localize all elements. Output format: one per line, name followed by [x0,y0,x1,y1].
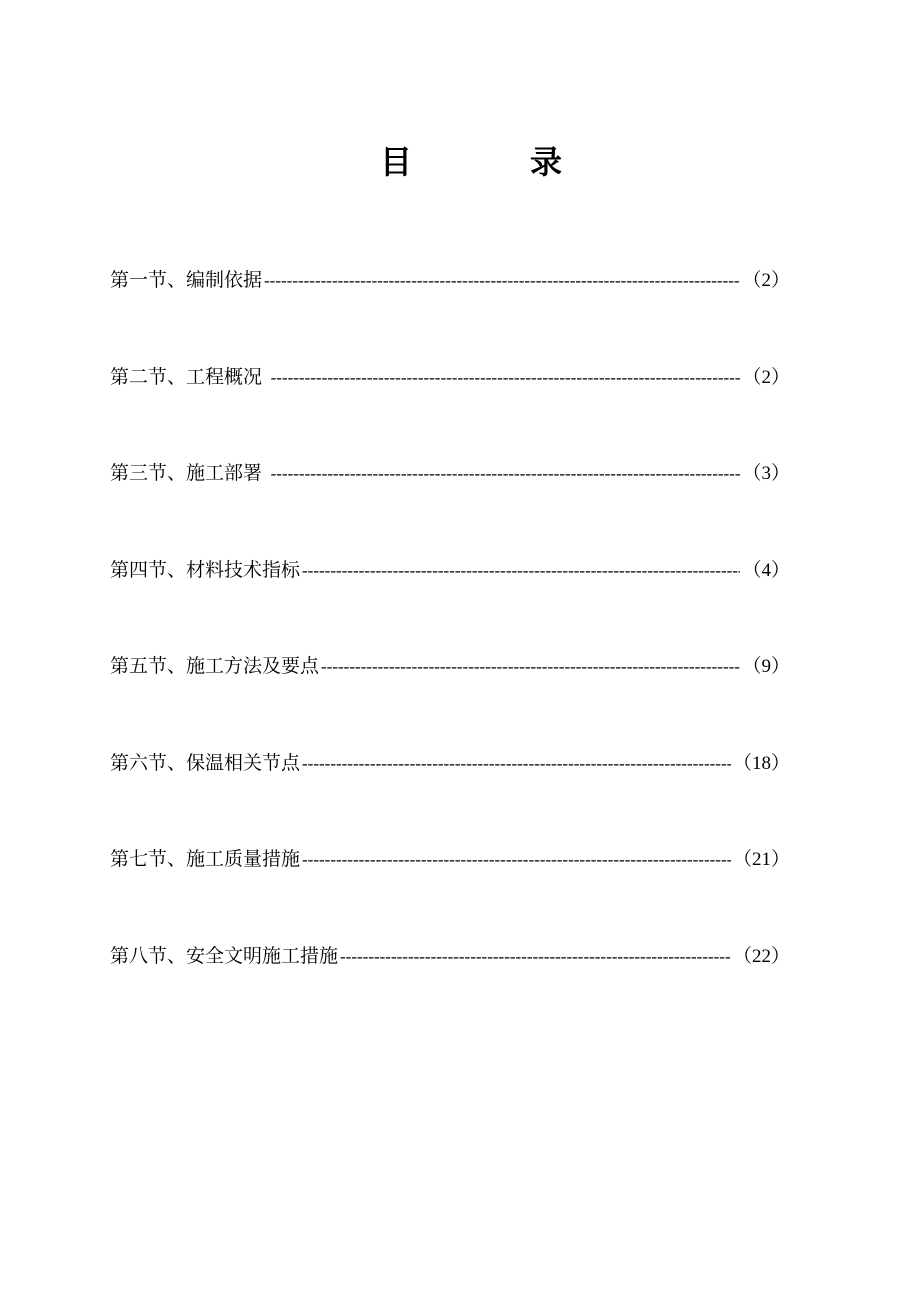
toc-entry-label: 第六节、保温相关节点 [110,751,301,774]
toc-dot-leader [302,846,731,874]
toc-entry-label: 第四节、材料技术指标 [110,558,301,581]
toc-page-number: （2） [742,366,790,388]
toc-entry-6[interactable] [110,749,790,846]
toc-entry-1[interactable] [110,266,790,363]
toc-dot-leader [340,943,731,971]
toc-entry-5[interactable] [110,652,790,749]
title-char-1: 目 [380,143,413,181]
toc-page-number: （3） [742,463,790,484]
toc-dot-leader [302,750,731,778]
page-title [0,138,920,188]
toc-entry-2[interactable] [110,363,790,460]
toc-entry-8[interactable] [110,942,790,1039]
toc-page-number: （9） [742,656,790,677]
table-of-contents [110,266,790,1038]
toc-dot-leader [264,267,740,295]
toc-dot-leader [271,460,741,488]
toc-page-number: （18） [732,752,790,774]
toc-entry-label: 第五节、施工方法及要点 [110,655,320,677]
toc-dot-leader [302,557,740,585]
title-char-2: 录 [530,143,563,181]
toc-entry-label: 第三节、施工部署 [110,462,263,484]
toc-dot-leader [271,364,741,392]
toc-page-number: （21） [732,849,790,870]
toc-page-number: （22） [732,945,790,967]
toc-entry-7[interactable] [110,845,790,942]
toc-dot-leader [321,653,740,681]
toc-entry-label: 第一节、编制依据 [110,269,263,291]
toc-entry-label: 第八节、安全文明施工措施 [110,944,339,967]
toc-page-number: （4） [742,559,790,581]
toc-entry-label: 第二节、工程概况 [110,365,263,388]
toc-entry-label: 第七节、施工质量措施 [110,848,301,870]
toc-entry-4[interactable] [110,556,790,653]
toc-page-number: （2） [742,270,790,291]
toc-entry-3[interactable] [110,459,790,556]
